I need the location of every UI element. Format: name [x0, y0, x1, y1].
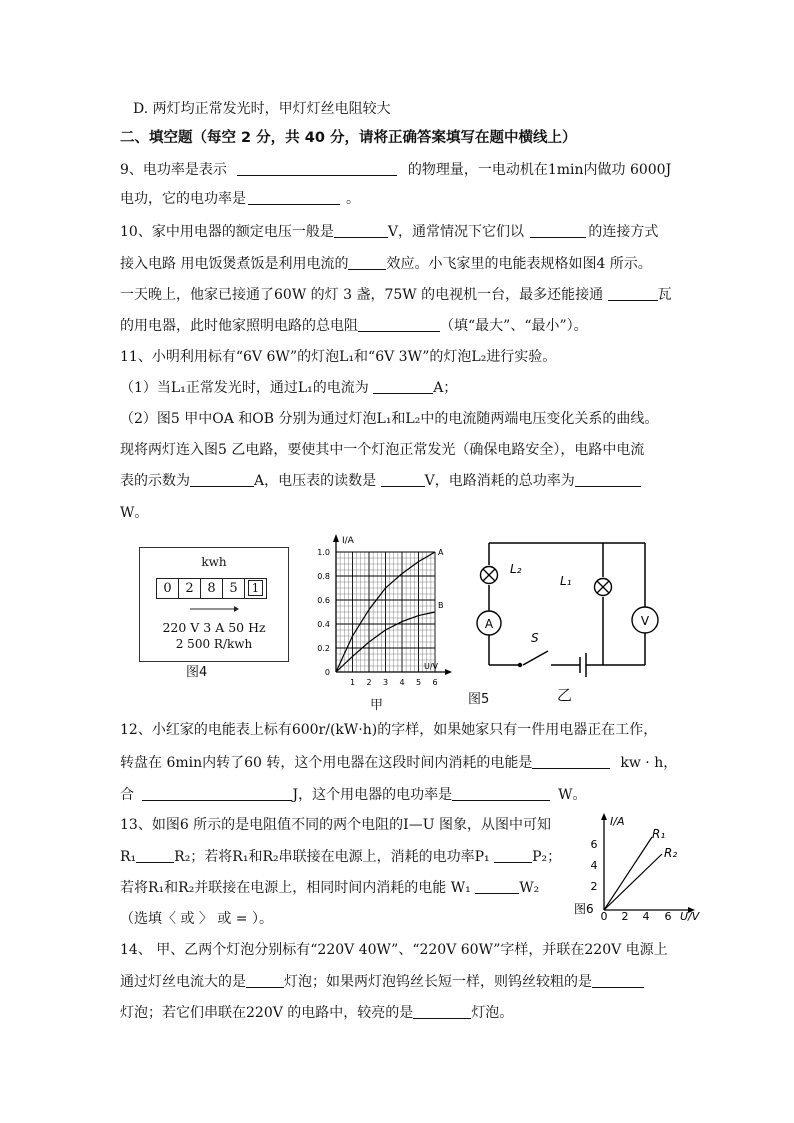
energy-meter-figure [139, 547, 289, 662]
q10-text-4a: 的用电器，此时他家照明电路的总电阻 [120, 318, 358, 334]
y-tick-label: 0.4 [317, 620, 330, 629]
q11-text-2a: （1）当L₁正常发光时，通过L₁的电流为 [120, 380, 369, 396]
q9-line2 [120, 189, 360, 209]
q11-text-5b: A，电压表的读数是 [254, 473, 377, 489]
q10-text-1a: 10、家中用电器的额定电压一般是 [120, 224, 334, 240]
meter-digit: 8 [201, 579, 223, 598]
q14-text-3a: 灯泡；若它们串联在220V 的电路中，较亮的是 [120, 1005, 414, 1021]
x-axis-arrow-icon [445, 669, 452, 675]
q9-blank-2[interactable] [248, 190, 340, 205]
q10-text-2b: 效应。小飞家里的电能表规格如图4 所示。 [386, 256, 652, 272]
switch-contact [518, 663, 522, 667]
x-tick-label: 5 [415, 678, 422, 687]
fig6-xtick: 4 [642, 910, 650, 922]
q13-blank-p[interactable] [494, 848, 532, 863]
l1-label: L₁ [560, 574, 572, 588]
fig6-ytick: 2 [590, 880, 598, 893]
r1-label: R₁ [652, 827, 666, 841]
line-r2 [604, 854, 662, 910]
q14-blank-bright[interactable] [413, 1004, 471, 1019]
fig6-xtick: 2 [621, 910, 629, 922]
q10-text-2a: 接入电路 用电饭煲煮饭是利用电流的 [120, 256, 349, 272]
x-tick-label: 6 [432, 678, 438, 687]
q12-blank-energy[interactable] [532, 754, 610, 769]
q10-blank-effect[interactable] [348, 255, 386, 270]
q12-line2 [120, 753, 677, 773]
fig6-y-arrow-icon [601, 813, 607, 820]
q11-blank-voltmeter[interactable] [381, 472, 425, 487]
y-tick-label: 1.0 [317, 548, 330, 557]
x-tick-label: 3 [382, 678, 389, 687]
q10-line4 [120, 316, 588, 336]
meter-rate: 2 500 R/kwh [175, 637, 253, 651]
lamp-l2 [481, 567, 498, 584]
q12-blank-power[interactable] [452, 786, 550, 801]
figure4-caption: 图4 [186, 665, 208, 680]
fig6-xtick: 0 [600, 910, 608, 922]
q11-text-2b: A； [433, 380, 458, 396]
figure5-circuit [460, 535, 660, 680]
fig6-y-label: I/A [610, 815, 625, 828]
q11-blank-power[interactable] [575, 472, 641, 487]
q9-blank-1[interactable] [237, 161, 397, 176]
x-tick-label: 1 [349, 678, 356, 687]
meter-digits [156, 578, 267, 599]
q9-line1 [120, 160, 671, 180]
q11-line2 [120, 378, 457, 398]
q10-line2 [120, 254, 652, 274]
q14-text-2b: 灯泡；如果两灯泡钨丝长短一样，则钨丝较粗的是 [284, 974, 592, 990]
q14-text-2a: 通过灯丝电流大的是 [120, 974, 246, 990]
q11-line6: W。 [120, 505, 149, 521]
x-tick-label: 2 [366, 678, 372, 687]
q14-text-3b: 灯泡。 [471, 1005, 514, 1021]
q9-text-a: 9、电功率是表示 [120, 162, 227, 178]
q10-line3 [120, 285, 672, 305]
l2-label: L₂ [510, 562, 522, 576]
q12-line3 [120, 785, 586, 805]
option-d: D. 两灯均正常发光时，甲灯灯丝电阻较大 [133, 101, 391, 117]
meter-digit: 0 [157, 579, 179, 598]
q12-text-2a: 转盘在 6min内转了60 转，这个用电器在这段时间内消耗的电能是 [120, 755, 533, 771]
q11-line4: 现将两灯连入图5 乙电路，要使其中一个灯泡正常发光（确保电路安全），电路中电流 [120, 442, 645, 458]
q11-blank-current[interactable] [373, 379, 433, 394]
q10-blank-resistance[interactable] [358, 317, 440, 332]
voltmeter-icon [632, 607, 658, 633]
meter-spec: 220 V 3 A 50 Hz [162, 620, 266, 635]
q10-text-3b: 瓦 [657, 287, 672, 303]
q13-text-3b: W₂ [519, 880, 540, 896]
y-axis-label: I/A [342, 536, 354, 546]
fig6-x-label: U/V [680, 910, 700, 922]
q11-text-5a: 表的示数为 [120, 473, 190, 489]
line-r1 [604, 837, 652, 910]
q13-line2 [120, 847, 561, 867]
q12-blank-joules[interactable] [142, 786, 292, 801]
q13-text-2b: R₂；若将R₁和R₂串联接在电源上，消耗的电功率P₁ [174, 849, 490, 865]
q11-line1: 11、小明利用标有“6V 6W”的灯泡L₁和“6V 3W”的灯泡L₂进行实验。 [120, 349, 557, 365]
x-axis-label: U/V [424, 662, 439, 671]
q11-text-5c: V，电路消耗的总功率为 [424, 473, 575, 489]
y-tick-label: 0.8 [317, 572, 330, 581]
q13-text-3a: 若将R₁和R₂并联接在电源上，相同时间内消耗的电能 W₁ [120, 880, 471, 896]
y-tick-label: 0.2 [317, 644, 330, 653]
q12-text-3c: W。 [558, 787, 587, 803]
q10-text-1c: 的连接方式 [588, 224, 659, 240]
battery-icon [580, 653, 586, 677]
arrow-right-icon [188, 604, 240, 614]
q13-blank-w[interactable] [475, 879, 519, 894]
y-tick-label: 0 [324, 668, 330, 677]
q9-text-b: 的物理量，一电动机在1min内做功 6000J [407, 162, 672, 178]
q11-blank-ammeter[interactable] [190, 472, 254, 487]
fig6-ytick: 4 [590, 859, 598, 872]
curve-b-label: B [438, 601, 444, 610]
section-heading: 二、填空题（每空 2 分，共 40 分，请将正确答案填写在题中横线上） [120, 130, 577, 146]
figure5-sub-yi: 乙 [557, 686, 573, 704]
q13-blank-r[interactable] [136, 848, 174, 863]
q14-line2 [120, 972, 644, 992]
q9-text-d: 。 [346, 191, 360, 207]
fig6-xtick: 6 [664, 910, 672, 922]
q14-blank-current[interactable] [246, 973, 284, 988]
graph-grid [336, 552, 435, 672]
q13-text-2a: R₁ [120, 849, 137, 865]
ammeter-icon [477, 611, 501, 635]
switch-label: S [531, 631, 539, 645]
q13-line4: （选填〈 或 〉 或 = ）。 [120, 911, 273, 927]
meter-digit-decimal [245, 579, 266, 598]
q10-text-1b: V，通常情况下它们以 [387, 224, 524, 240]
q13-line3 [120, 878, 539, 898]
ammeter-label: A [484, 617, 494, 631]
meter-digit: 5 [223, 579, 245, 598]
r2-label: R₂ [664, 846, 678, 860]
q10-line1 [120, 222, 658, 242]
q10-text-3a: 一天晚上，他家已接通了60W 的灯 3 盏，75W 的电视机一台，最多还能接通 [120, 287, 604, 303]
q11-line3: （2）图5 甲中OA 和OB 分别为通过灯泡L₁和L₂中的电流随两端电压变化关系的曲线。 [120, 411, 659, 427]
voltmeter-label: V [640, 614, 650, 628]
q9-text-c: 电功，它的电功率是 [120, 191, 246, 207]
q13-line1: 13、如图6 所示的是电阻值不同的两个电阻的I—U 图象，从图中可知 [120, 817, 551, 833]
q12-text-3b: J，这个用电器的电功率是 [292, 787, 453, 803]
meter-digit: 2 [179, 579, 201, 598]
q10-blank-watts[interactable] [608, 286, 658, 301]
q10-text-4b: （填“最大”、“最小”）。 [440, 318, 588, 334]
figure6-caption: 图6 [574, 902, 594, 916]
q14-line3 [120, 1003, 513, 1023]
meter-unit: kwh [201, 555, 227, 569]
fig6-ytick: 6 [590, 838, 598, 851]
lamp-l1 [595, 579, 612, 596]
y-tick-label: 0.6 [317, 596, 330, 605]
x-tick-label: 4 [399, 678, 405, 687]
q12-text-3a: 合 [120, 787, 134, 803]
q12-text-2b: kw · h， [620, 755, 678, 771]
q14-line1: 14、 甲、乙两个灯泡分别标有“220V 40W”、“220V 60W”字样，并联在220V 电源上 [120, 942, 668, 958]
q10-blank-voltage[interactable] [334, 223, 388, 238]
figure5-sub-jia: 甲 [370, 698, 384, 713]
meter-digit-decimal-value: 1 [248, 580, 264, 596]
figure5-caption: 图5 [468, 692, 490, 707]
y-axis-arrow-icon [333, 534, 339, 542]
q12-line1: 12、小红家的电能表上标有600r/(kW·h)的字样，如果她家只有一件用电器正在工作， [120, 722, 658, 738]
figure6-graph [572, 810, 706, 922]
figure5-graph [305, 530, 455, 695]
q14-blank-thick[interactable] [592, 973, 644, 988]
curve-a-label: A [438, 548, 444, 557]
q10-blank-connection[interactable] [530, 223, 586, 238]
q13-text-2c: P₂； [532, 849, 562, 865]
q11-line5 [120, 471, 641, 491]
